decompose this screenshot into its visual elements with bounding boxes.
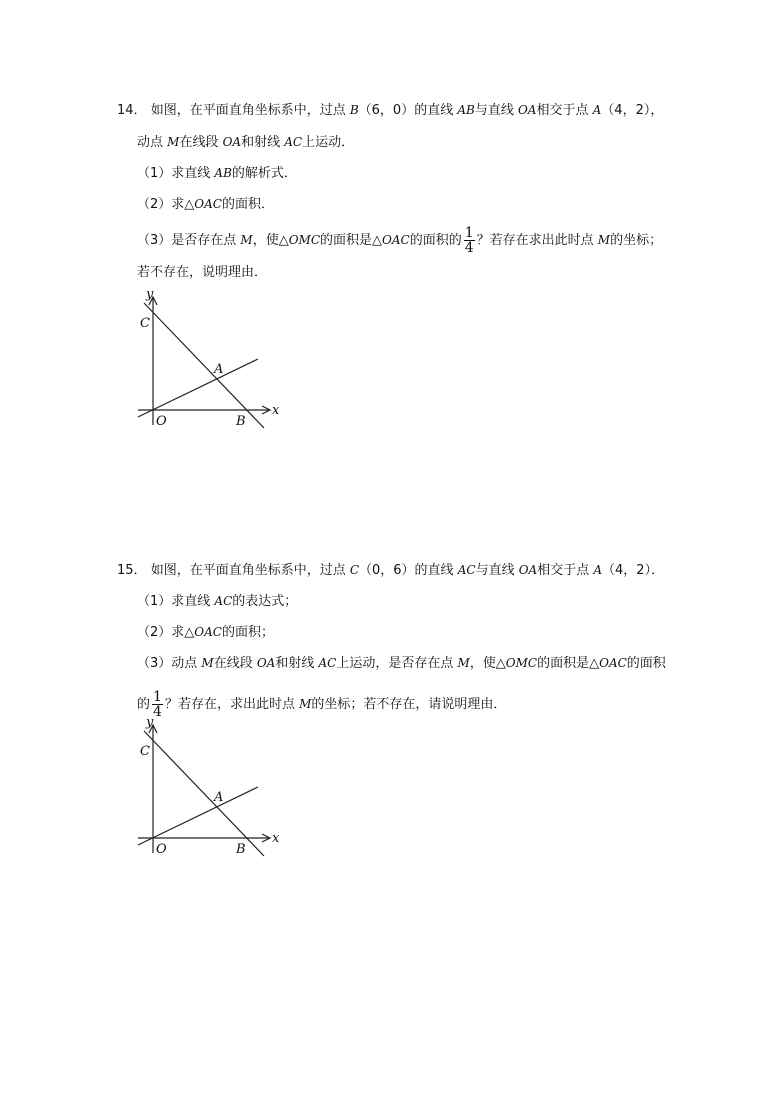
p14-question-2: （2）求△OAC的面积． (137, 197, 274, 212)
fraction-one-quarter: $\frac{1}{4}$ (464, 225, 474, 256)
p15-number: 15． (117, 563, 147, 578)
p14-question-3-line2: 若不存在，说明理由． (137, 265, 268, 280)
point-b-label: B (236, 414, 246, 429)
p14-stem-line2: 动点 M在线段 OA和射线 AC上运动． (137, 135, 355, 150)
p14-stem-line1: 14． 如图，在平面直角坐标系中，过点 B（6，0）的直线 AB与直线 OA相交于点 A（4，2）， (117, 103, 664, 118)
point-c-label: C (140, 744, 150, 759)
fraction-one-quarter: $\frac{1}{4}$ (153, 689, 162, 720)
p15-coordinate-figure (130, 713, 290, 863)
p15-question-2: （2）求△OAC的面积； (137, 625, 274, 640)
p15-question-3: （3）动点 M在线段 OA和射线 AC上运动，是否存在点 M，使△OMC的面积是△OAC的面积 (137, 656, 666, 671)
y-axis-label: y (146, 287, 154, 302)
p15-question-3-line2: 的 $\frac{1}{4}$ ？若存在，求出此时点 M的坐标；若不存在，请说明理由． (137, 689, 507, 720)
line-oa (138, 787, 258, 845)
y-axis-label: y (146, 715, 154, 730)
point-o-label: O (156, 842, 167, 857)
line-oa (138, 359, 258, 417)
point-c-label: C (140, 316, 150, 331)
point-o-label: O (156, 414, 167, 429)
p14-number: 14． (117, 103, 147, 118)
x-axis-label: x (272, 403, 280, 418)
point-b-label: B (236, 842, 246, 857)
p15-question-1: （1）求直线 AC的表达式； (137, 594, 298, 609)
point-a-label: A (214, 362, 224, 377)
p14-question-3: （3）是否存在点 M，使△OMC的面积是△OAC的面积的 $\frac{1}{4}$ ？若存在求出此时点 M的坐标； (137, 225, 663, 256)
p14-question-1: （1）求直线 AB的解析式． (137, 166, 297, 181)
line-cb (144, 303, 264, 428)
p15-stem-line1: 15． 如图，在平面直角坐标系中，过点 C（0，6）的直线 AC与直线 OA相交于点 A（4，2）． (117, 563, 665, 578)
p14-coordinate-figure (130, 285, 290, 435)
x-axis-label: x (272, 831, 280, 846)
point-a-label: A (214, 790, 224, 805)
line-cb (144, 731, 264, 856)
